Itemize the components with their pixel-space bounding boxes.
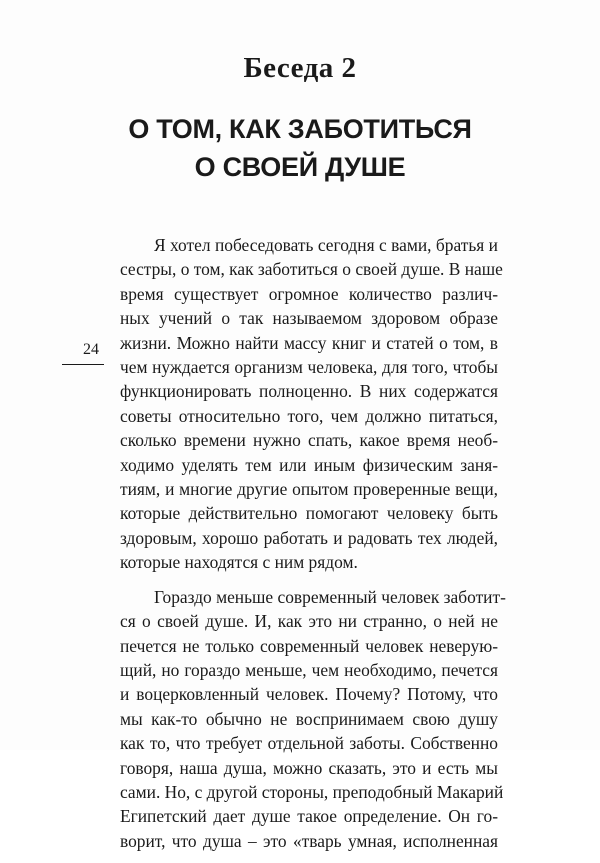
text-line: щий, но гораздо меньше, чем необходимо, печется <box>120 659 498 680</box>
chapter-label: Беседа 2 <box>243 52 357 84</box>
text-line: сестры, о том, как заботиться о своей душе. В наше <box>120 259 503 280</box>
text-line: мы как-то обычно не воспринимаем свою душу <box>120 708 498 729</box>
text-line: которые действительно помогают человеку быть <box>120 503 498 524</box>
text-line: жизни. Можно найти массу книг и статей о том, в <box>120 332 498 353</box>
text-line: чем нуждается организм человека, для того, чтобы <box>120 357 498 378</box>
text-line: здоровым, хорошо работать и радовать тех людей, <box>120 527 498 548</box>
text-line: ных учений о так называемом здоровом образе <box>120 308 498 329</box>
text-line: сколько времени нужно спать, какое время необ- <box>120 430 498 451</box>
page-number: 24 <box>83 341 99 358</box>
text-line: сами. Но, с другой стороны, преподобный Макарий <box>120 781 504 802</box>
paragraph <box>120 233 503 575</box>
text-line: как то, что требует отдельной заботы. Собственно <box>120 733 498 754</box>
body-text <box>120 233 506 863</box>
text-line: которые находятся с ним рядом. <box>120 552 358 573</box>
text-line: ся о своей душе. И, как это ни странно, о ней не <box>120 611 498 632</box>
text-line: печется не только современный человек неверую- <box>120 635 498 656</box>
page-number-rule <box>62 364 104 365</box>
text-line: время существует огромное количество различ- <box>120 283 498 304</box>
text-line: и воцерковленный человек. Почему? Потому, что <box>120 684 498 705</box>
text-line: ворит, что душа – это «тварь умная, исполненная <box>120 830 498 851</box>
paragraph <box>120 585 506 853</box>
text-line: функционировать полноценно. В них содержатся <box>120 381 498 402</box>
text-line: ходимо уделять тем или иным физическим заня- <box>120 454 498 475</box>
text-line: тиям, и многие другие опытом проверенные вещи, <box>120 479 498 500</box>
text-line: Гораздо меньше современный человек заботит- <box>154 586 506 607</box>
text-line: Я хотел побеседовать сегодня с вами, братья и <box>154 235 498 255</box>
text-line: говоря, наша душа, можно сказать, это и есть мы <box>120 757 498 778</box>
chapter-title <box>0 110 600 186</box>
chapter-title-line: О СВОЕЙ ДУШЕ <box>194 152 406 182</box>
text-line: Египетский дает душе такое определение. Он го- <box>120 806 498 827</box>
chapter-title-line: О ТОМ, КАК ЗАБОТИТЬСЯ <box>128 114 472 144</box>
text-line: советы относительно того, чем должно питаться, <box>120 405 498 426</box>
